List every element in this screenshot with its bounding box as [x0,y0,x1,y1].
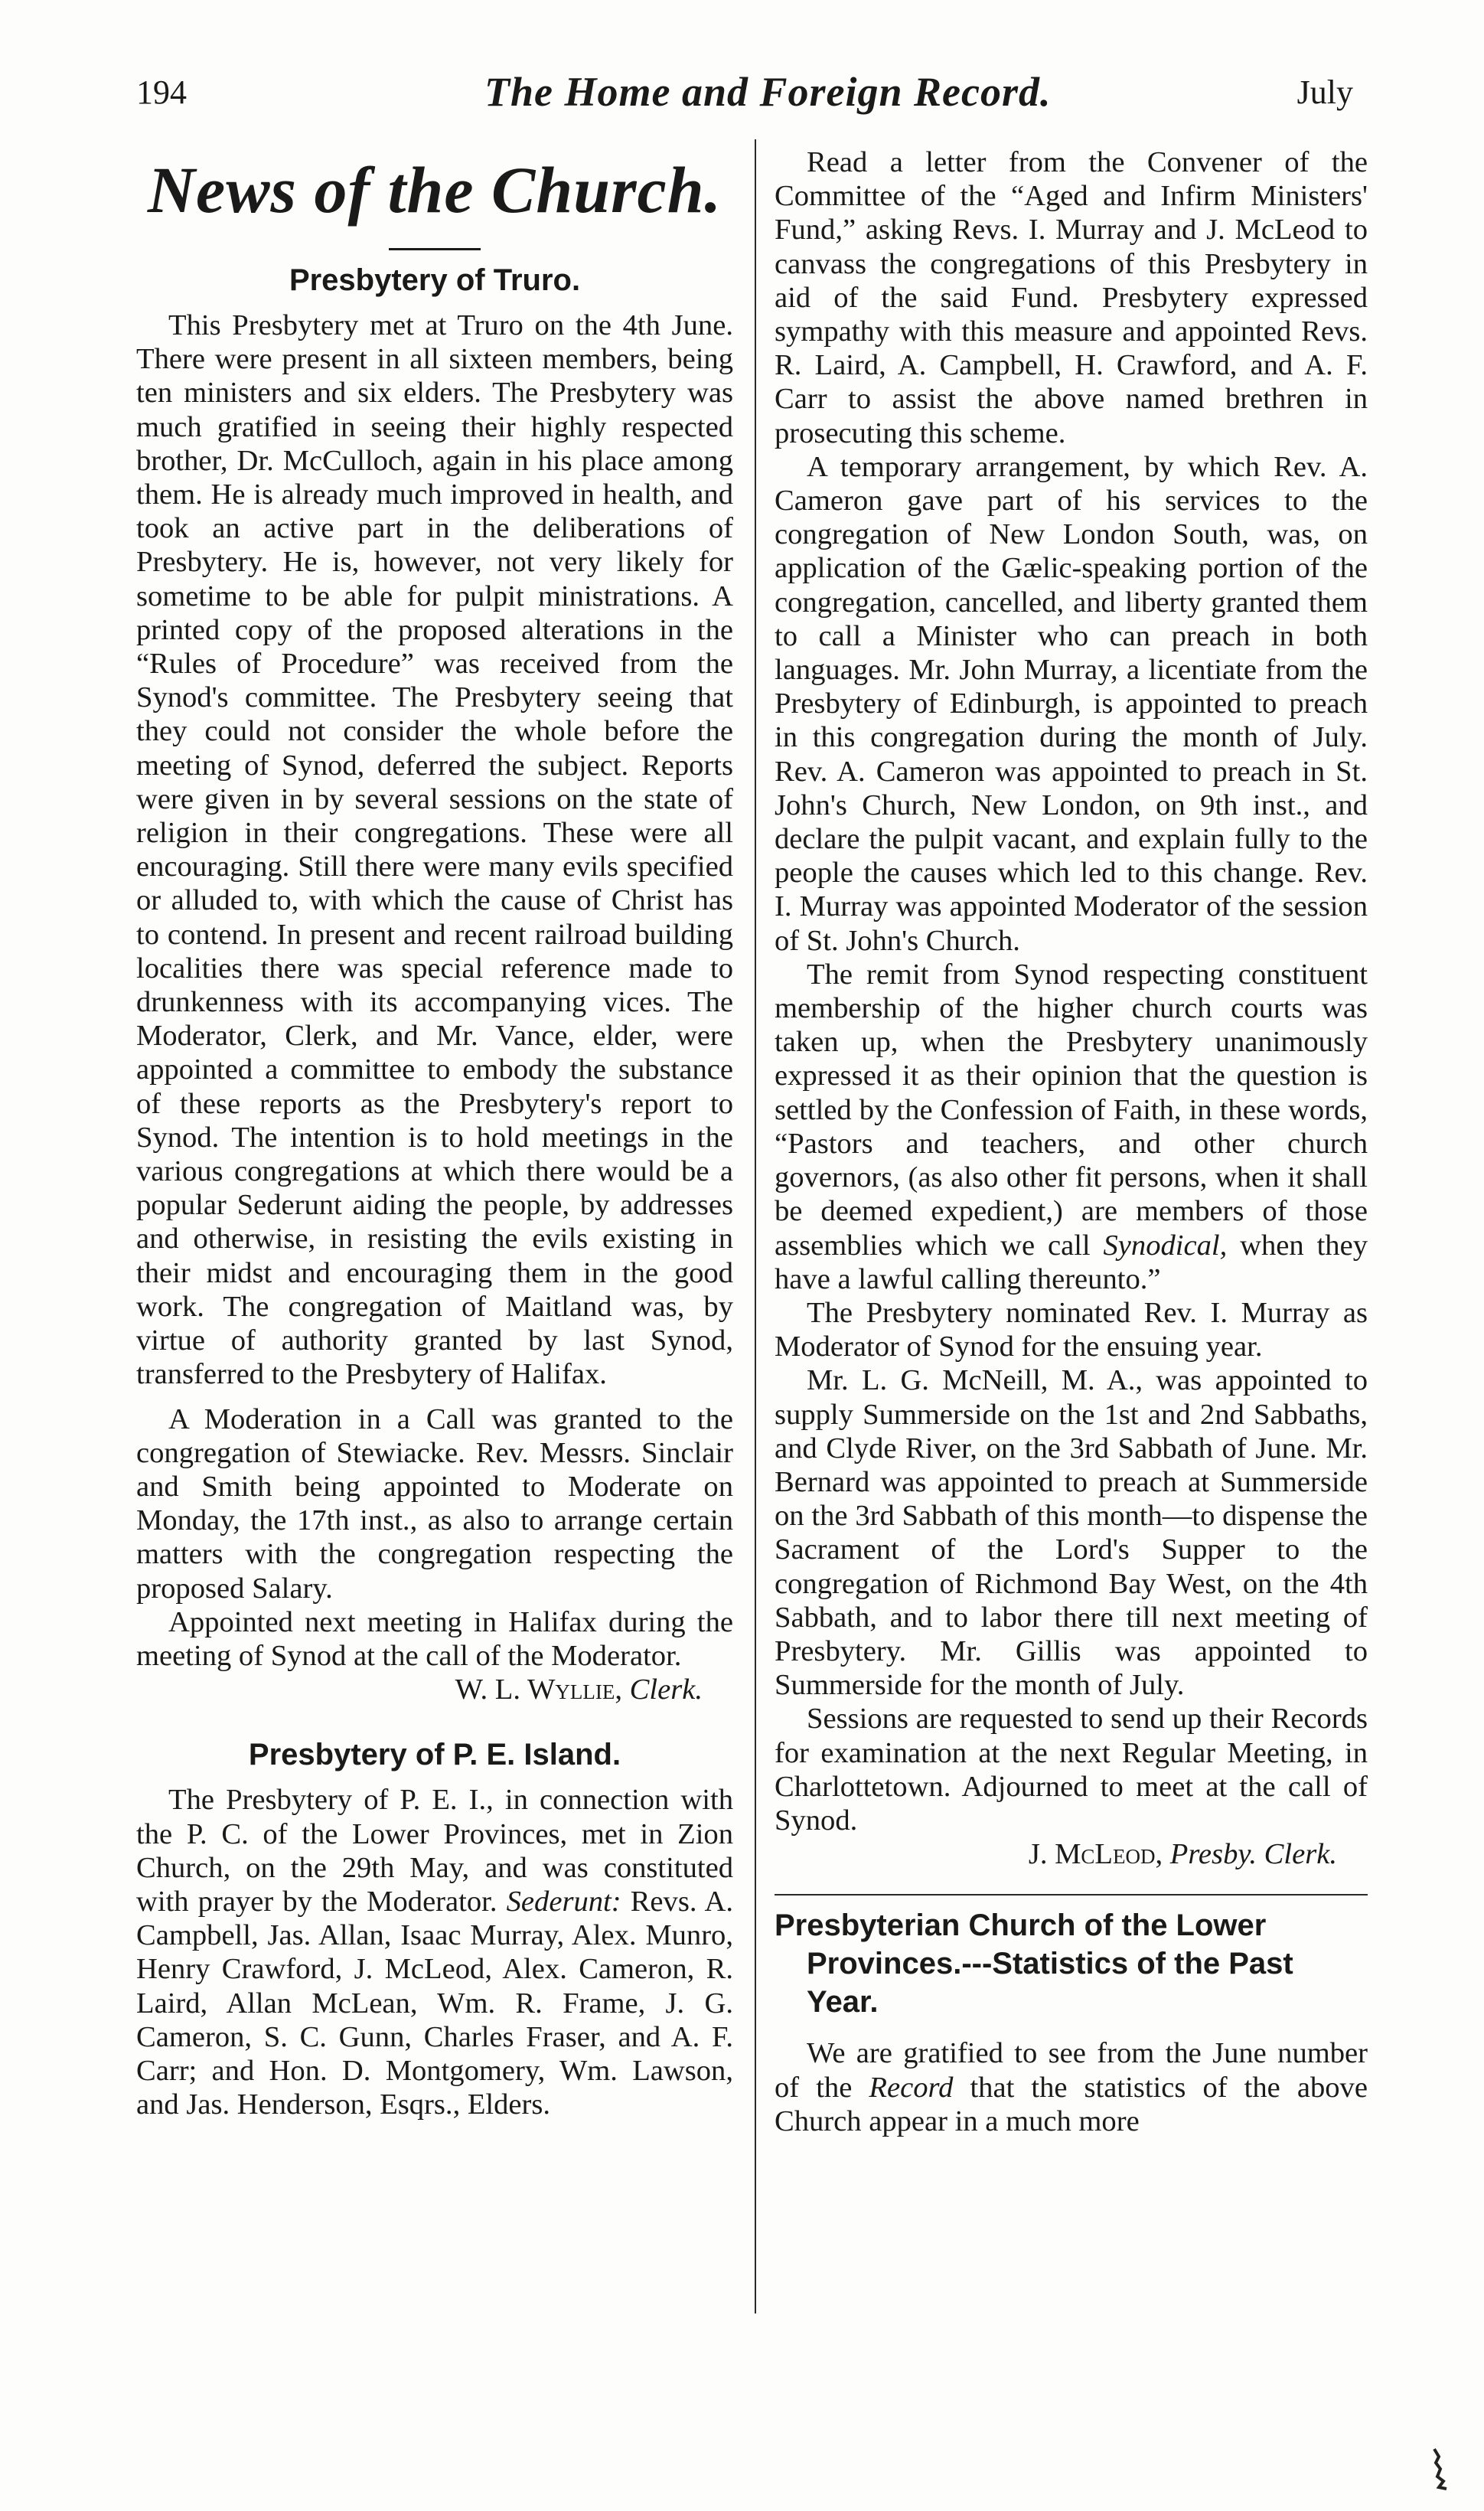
pei-paragraph-4 [775,958,1368,1296]
pei-paragraph-5: The Presbytery nominated Rev. I. Murray as Moderator of Synod for the ensuing year. [775,1296,1368,1363]
issue-month: July [1296,73,1353,111]
statistics-paragraph-a: We are gratified to see from the June number of the [775,2037,1368,2104]
pei-paragraph-3: A temporary arrangement, by which Rev. A. Cameron gave part of his services to the congregation of New London South, was, on application of the Gælic-speaking portion of the congregation, cancelled, and liberty granted them to call a Minister who can preach in both languages. Mr. John Murray, a licentiate from the Presbytery of Edinburgh, is appointed to preach in this congregation during the month of July. Rev. A. Cameron was appointed to preach in St. John's Church, New London, on 9th inst., and declare the pulpit vacant, and explain fully to the people the causes which led to this change. Rev. I. Murray was appointed Moderator of the session of St. John's Church. [775,450,1368,957]
left-column [136,145,733,2121]
pei-paragraph-2: Read a letter from the Convener of the Committee of the “Aged and Infirm Ministers' Fund,” asking Revs. I. Murray and J. McLeod to canvass the congregations of this Presbytery in aid of the said Fund. Presbytery expressed sympathy with this measure and appointed Revs. R. Laird, A. Campbell, H. Crawford, and A. F. Carr to assist the above named brethren in prosecuting this scheme. [775,146,1368,449]
pei-heading: Presbytery of P. E. Island. [248,1738,621,1772]
synodical-term: Synodical, [1103,1229,1228,1262]
pei-paragraph-4-a: The remit from Synod respecting constituent membership of the higher church courts was taken up, when the Presbytery unanimously expressed it as their opinion that the question is settled by the Confession of Faith, in these words, “Pastors and teachers, and other church governors, (as also other fit persons, when it shall be deemed expedient,) are members of those assemblies which we call [775,958,1368,1262]
masthead-rule [389,248,481,250]
pei-paragraph-1 [136,1783,733,2121]
record-title: Record [869,2071,954,2104]
statistics-paragraph [775,2036,1368,2138]
truro-paragraph-2: A Moderation in a Call was granted to the congregation of Stewiacke. Rev. Messrs. Sinclair and Smith being appointed to Moderate on Monday, the 17th inst., as also to arrange certain matters with the congregation respecting the proposed Salary. [136,1402,733,1605]
truro-paragraph-1: This Presbytery met at Truro on the 4th June. There were present in all sixteen members, being ten ministers and six elders. The Presbytery was much gratified in seeing their highly respected brother, Dr. McCulloch, again in his place among them. He is already much improved in health, and took an active part in the deliberations of Presbytery. He is, however, not very likely for sometime to be able for pulpit ministrations. A printed copy of the proposed alterations in the “Rules of Procedure” was received from the Synod's committee. The Presbytery seeing that they could not consider the whole before the meeting of Synod, deferred the subject. Reports were given in by several sessions on the state of religion in their congregations. These were all encouraging. Still there were many evils specified or alluded to, with which the cause of Christ has to contend. In present and recent railroad building localities there was special reference made to drunkenness with its accompanying vices. The Moderator, Clerk, and Mr. Vance, elder, were appointed a committee to embody the substance of these reports as the Presbytery's report to Synod. The intention is to hold meetings in the various congregations at which there would be a popular Sederunt aiding the people, by addresses and otherwise, in resisting the evils existing in their midst and encouraging them in the good work. The congregation of Maitland was, by virtue of authority granted by last Synod, transferred to the Presbytery of Halifax. [136,309,733,1391]
page-number: 194 [136,73,187,111]
sederunt-label: Sederunt: [506,1885,621,1918]
pei-paragraph-6: Mr. L. G. McNeill, M. A., was appointed to supply Summerside on the 1st and 2nd Sabbaths, and Clyde River, on the 3rd Sabbath of June. Mr. Bernard was appointed to preach at Summerside on the 3rd Sabbath of this month—to dispense the Sacrament of the Lord's Supper to the congregation of Richmond Bay West, on the 4th Sabbath, and to labor there till next meeting of Presbytery. Mr. Gillis was appointed to Summerside for the month of July. [775,1364,1368,1702]
pei-paragraph-7: Sessions are requested to send up their Records for examination at the next Regular Meeting, in Charlottetown. Adjourned to meet at the call of Synod. [775,1703,1368,1837]
statistics-heading: Presbyterian Church of the Lower Provinces.---Statistics of the Past Year. [775,1909,1293,2020]
truro-clerk-role: Clerk. [629,1673,703,1706]
pei-clerk-name: J. McLeod, [1028,1838,1163,1871]
column-divider [755,139,756,2313]
section-spacer [136,1706,733,1732]
truro-heading: Presbytery of Truro. [289,263,581,297]
page-header [136,69,1353,134]
pei-signature [775,1837,1368,1871]
pei-paragraph-1-a: The Presbytery of P. E. I., in connection with the P. C. of the Lower Provinces, met in Zion Church, on the 29th May, and was constituted with prayer by the Moderator. [136,1784,733,1918]
truro-paragraph-3-text: Appointed next meeting in Halifax during the meeting of Synod at the call of the Moderator. [136,1605,733,1672]
section-masthead: News of the Church. [147,153,722,227]
pei-paragraph-1-b: Revs. A. Campbell, Jas. Allan, Isaac Murray, Alex. Munro, Henry Crawford, J. McLeod, Alex. Cameron, R. Laird, Allan McLean, Wm. R. Frame, J. G. Cameron, S. C. Gunn, Charles Fraser, and A. F. Carr; and Hon. D. Montgomery, Wm. Lawson, and Jas. Henderson, Esqrs., Elders. [136,1885,733,2121]
statistics-paragraph-b: that the statistics of the above Church appear in a much more [775,2071,1368,2137]
journal-title: The Home and Foreign Record. [484,69,1052,115]
truro-signature [136,1673,733,1706]
pei-clerk-role: Presby. Clerk. [1169,1838,1337,1871]
truro-clerk-name: W. L. Wyllie, [455,1673,622,1706]
ink-speck-mark [1430,2446,1450,2490]
pei-paragraph-4-b: when they have a lawful calling thereunto.” [775,1229,1368,1295]
right-column [775,145,1368,2138]
truro-paragraph-3 [136,1605,733,1673]
section-rule [775,1894,1368,1895]
